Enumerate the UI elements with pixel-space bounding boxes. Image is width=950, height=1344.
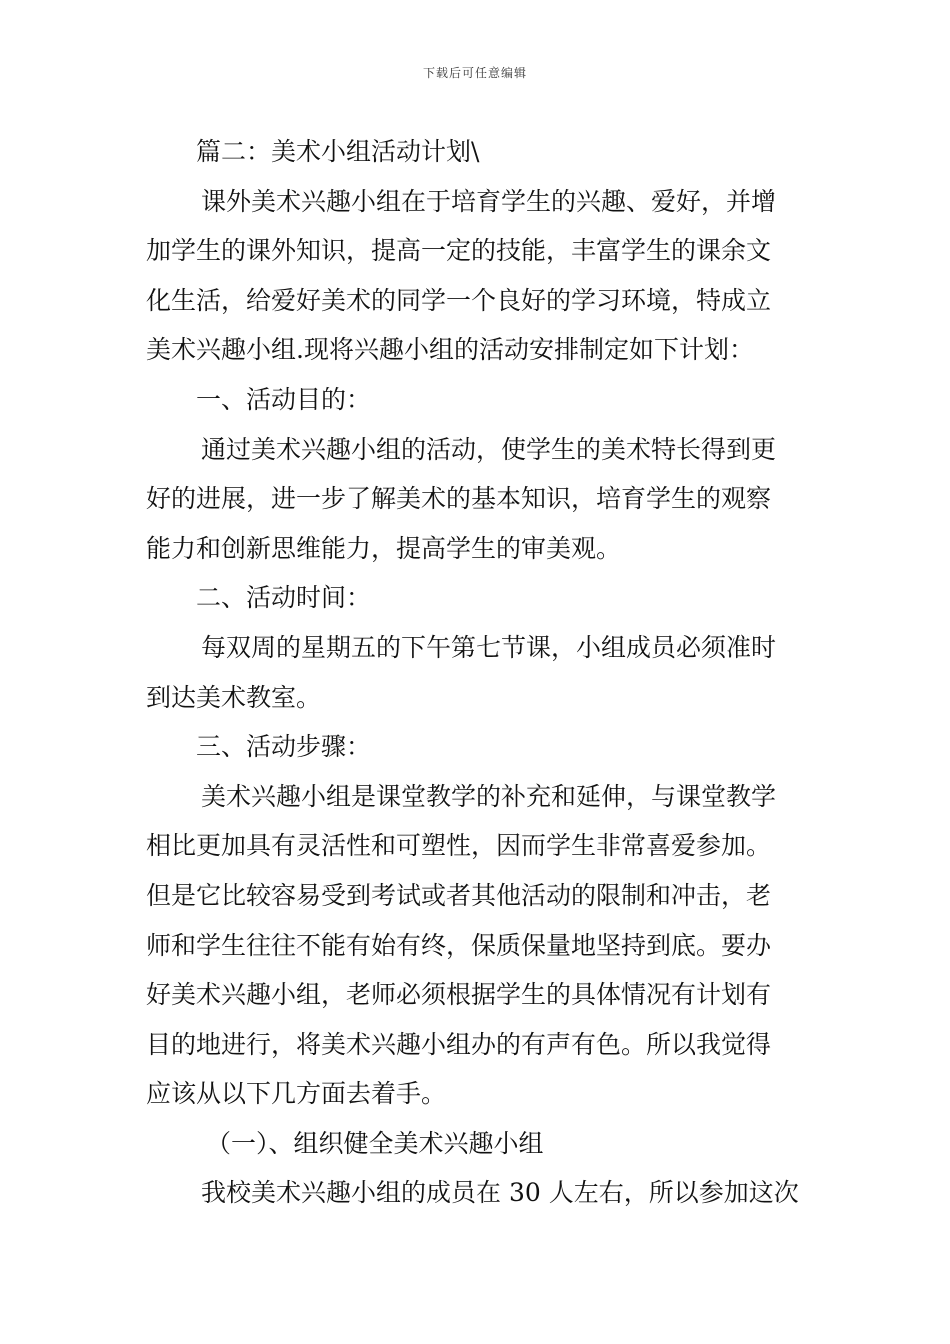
- paragraph-line: 到达美术教室。: [146, 682, 322, 712]
- paragraph-line: 化生活，给爱好美术的同学一个良好的学习环境，特成立: [146, 285, 772, 315]
- paragraph-line: 相比更加具有灵活性和可塑性，因而学生非常喜爱参加。: [146, 831, 772, 861]
- paragraph-line: 目的地进行，将美术兴趣小组办的有声有色。所以我觉得: [146, 1029, 772, 1059]
- paragraph-line: 好的进展，进一步了解美术的基本知识，培育学生的观察: [146, 484, 772, 514]
- document-body: [146, 127, 808, 1218]
- section-heading: 三、活动步骤：: [196, 732, 372, 762]
- section-heading: 二、活动时间：: [196, 583, 372, 613]
- section-title: 篇二：美术小组活动计划\: [196, 137, 480, 166]
- paragraph-line: 美术兴趣小组.现将兴趣小组的活动安排制定如下计划：: [146, 335, 754, 365]
- subsection-heading: （一）、组织健全美术兴趣小组: [206, 1128, 544, 1158]
- paragraph-line: 好美术兴趣小组，老师必须根据学生的具体情况有计划有: [146, 980, 772, 1010]
- paragraph-line: 师和学生往往不能有始有终，保质保量地坚持到底。要办: [146, 930, 772, 960]
- paragraph-line: 能力和创新思维能力，提高学生的审美观。: [146, 533, 622, 563]
- paragraph-line: 我校美术兴趣小组的成员在 30 人左右，所以参加这次: [201, 1178, 799, 1208]
- paragraph-line: 加学生的课外知识，提高一定的技能，丰富学生的课余文: [146, 236, 772, 266]
- paragraph-line: 美术兴趣小组是课堂教学的补充和延伸，与课堂教学: [201, 781, 777, 811]
- paragraph-line: 每双周的星期五的下午第七节课，小组成员必须准时: [201, 632, 777, 662]
- section-heading: 一、活动目的：: [196, 384, 372, 414]
- page-header: 下载后可任意编辑: [422, 66, 527, 80]
- paragraph-line: 但是它比较容易受到考试或者其他活动的限制和冲击，老: [146, 880, 772, 910]
- paragraph-line: 应该从以下几方面去着手。: [146, 1079, 447, 1109]
- paragraph-line: 课外美术兴趣小组在于培育学生的兴趣、爱好，并增: [201, 186, 777, 216]
- paragraph-line: 通过美术兴趣小组的活动，使学生的美术特长得到更: [201, 434, 777, 464]
